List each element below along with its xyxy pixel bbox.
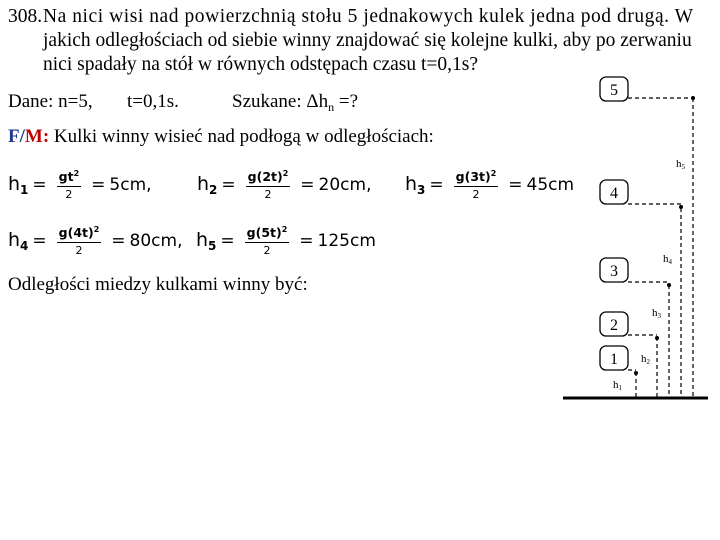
formula-result: 20cm, [318,174,372,195]
arrow-5 [691,96,695,100]
formula-result: 5cm, [109,174,152,195]
label-h1: h1 [613,379,622,392]
equals-sign: = [300,174,315,195]
formula-lhs: $h_2$ [197,172,218,197]
arrow-3 [667,283,671,287]
equals-sign: = [508,174,523,195]
svg-text:5: 5 [610,82,618,99]
sought-subscript: n [328,100,335,114]
equals-sign: = [32,230,47,251]
label-h5: h5 [676,158,685,171]
conclusion-text: Odległości miedzy kulkami winny być: [8,274,308,295]
equals-sign: = [299,230,314,251]
label-h3: h3 [652,307,661,320]
fraction: $\frac{g(3t)^2}{2}$ [455,169,497,201]
ball-1 [600,346,628,370]
label-h2: h2 [641,353,650,366]
sought-suffix: =? [334,91,359,112]
problem-number: 308. [8,6,43,27]
given-time: t=0,1s. [127,91,179,112]
fm-f-letter: F [8,126,20,147]
problem-line-1: Na nici wisi nad powierzchnią stołu 5 jednakowych kulek jedna pod drugą. W [43,6,694,27]
problem-line-3: nici spadały na stół w równych odstępach czasu t=0,1s? [43,54,479,75]
ball-4 [600,180,628,204]
formula-lhs: $h_4$ [8,228,29,253]
formula-result: 80cm, [129,230,183,251]
svg-text:3: 3 [610,263,618,280]
fm-m-letter: M: [24,126,50,147]
equals-sign: = [220,230,235,251]
svg-text:1: 1 [610,351,618,368]
fraction: $\frac{g(5t)^2}{2}$ [246,225,288,257]
fm-text: Kulki winny wisieć nad podłogą w odległościach: [49,126,434,147]
svg-text:4: 4 [610,185,618,202]
equals-sign: = [91,174,106,195]
given-dane: Dane: n=5, [8,91,93,112]
fraction: $\frac{gt^2}{2}$ [58,169,80,201]
problem-line-2: jakich odległościach od siebie winny znajdować się kolejne kulki, aby po zerwaniu [43,30,692,51]
formula-result: 45cm [526,174,575,195]
formula-lhs: $h_3$ [405,172,426,197]
fraction: $\frac{g(2t)^2}{2}$ [247,169,289,201]
sought-prefix: Szukane: Δh [232,91,329,112]
equals-sign: = [111,230,126,251]
fm-slash: / [19,126,25,147]
ball-2 [600,312,628,336]
svg-text:2: 2 [610,317,618,334]
formula-lhs: $h_1$ [8,172,29,197]
formula-lhs: $h_5$ [196,228,217,253]
label-h4: h4 [663,253,672,266]
equals-sign: = [32,174,47,195]
ball-3 [600,258,628,282]
arrow-1 [634,371,638,375]
formula-result: 125cm [317,230,376,251]
arrow-4 [679,205,683,209]
equals-sign: = [429,174,444,195]
arrow-2 [655,336,659,340]
ball-5 [600,77,628,101]
fraction: $\frac{g(4t)^2}{2}$ [58,225,100,257]
equals-sign: = [221,174,236,195]
